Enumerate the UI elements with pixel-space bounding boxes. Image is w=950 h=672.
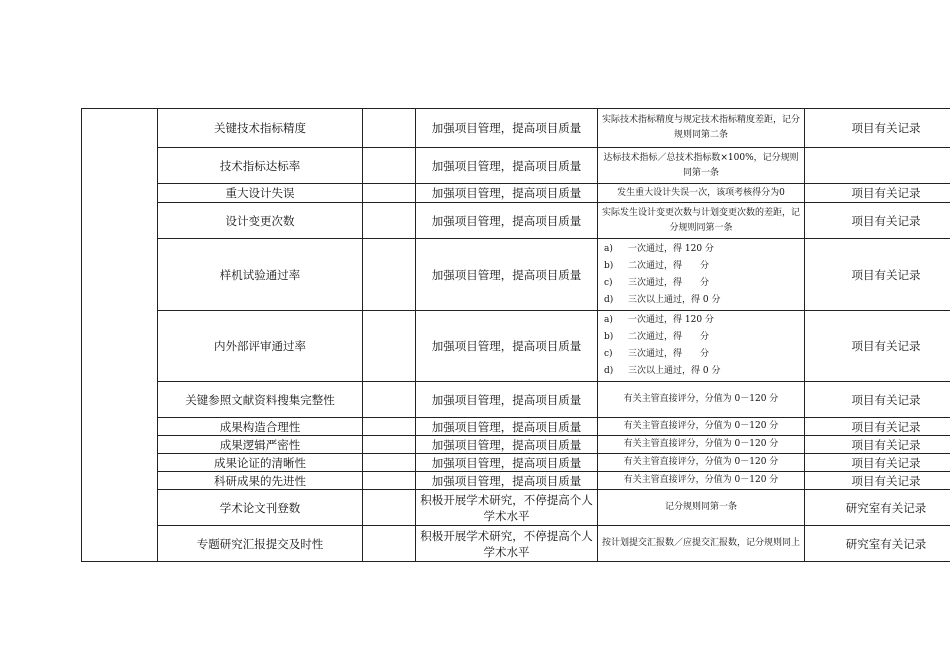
measure-cell: 加强项目管理，提高项目质量 <box>416 454 598 472</box>
step-text: 三次通过，得 分 <box>628 277 710 288</box>
record-cell: 项目有关记录 <box>805 382 950 418</box>
step-label: a) <box>604 243 613 254</box>
category-cell <box>82 109 158 562</box>
step-label: c) <box>604 277 613 288</box>
measure-cell: 加强项目管理，提高项目质量 <box>416 436 598 454</box>
record-cell <box>805 148 950 184</box>
step-text: 一次通过，得 120 分 <box>628 315 714 325</box>
table-row <box>82 382 950 418</box>
measure-cell: 加强项目管理，提高项目质量 <box>416 311 598 382</box>
step-label: d) <box>604 366 614 376</box>
step-label: b) <box>604 260 614 271</box>
method-cell: 记分规则同第一条 <box>598 490 805 526</box>
method-cell: 有关主管直接评分，分值为 0－120 分 <box>598 472 805 490</box>
weight-cell <box>363 418 416 436</box>
record-cell: 项目有关记录 <box>805 239 950 311</box>
indicator-cell: 技术指标达标率 <box>158 148 363 184</box>
indicator-cell: 专题研究汇报提交及时性 <box>158 526 363 562</box>
table-row <box>82 418 950 436</box>
indicator-cell: 成果逻辑严密性 <box>158 436 363 454</box>
measure-cell: 加强项目管理，提高项目质量 <box>416 203 598 239</box>
measure-cell: 加强项目管理，提高项目质量 <box>416 382 598 418</box>
method-cell <box>598 311 805 382</box>
step-item <box>604 312 800 329</box>
record-cell: 项目有关记录 <box>805 311 950 382</box>
record-cell: 项目有关记录 <box>805 184 950 203</box>
indicator-cell: 学术论文刊登数 <box>158 490 363 526</box>
record-cell: 项目有关记录 <box>805 418 950 436</box>
measure-cell: 加强项目管理，提高项目质量 <box>416 109 598 148</box>
measure-cell: 加强项目管理，提高项目质量 <box>416 239 598 311</box>
step-item <box>604 241 800 258</box>
weight-cell <box>363 526 416 562</box>
record-cell: 项目有关记录 <box>805 454 950 472</box>
step-text: 三次以上通过，得 0 分 <box>628 294 721 305</box>
step-label: c) <box>604 349 613 359</box>
step-label: d) <box>604 294 614 305</box>
table-row <box>82 311 950 382</box>
step-item <box>604 329 800 346</box>
table-row <box>82 239 950 311</box>
record-cell: 研究室有关记录 <box>805 526 950 562</box>
indicator-cell: 重大设计失误 <box>158 184 363 203</box>
step-item <box>604 363 800 380</box>
kpi-table <box>81 108 950 562</box>
measure-cell: 加强项目管理，提高项目质量 <box>416 472 598 490</box>
step-item <box>604 292 800 309</box>
step-item <box>604 258 800 275</box>
indicator-cell: 内外部评审通过率 <box>158 311 363 382</box>
step-text: 三次以上通过，得 0 分 <box>628 366 721 376</box>
step-text: 三次通过，得 分 <box>628 349 710 359</box>
indicator-cell: 设计变更次数 <box>158 203 363 239</box>
method-cell: 按计划提交汇报数／应提交汇报数，记分规则同上 <box>598 526 805 562</box>
method-cell: 达标技术指标／总技术指标数×100%，记分规则同第一条 <box>598 148 805 184</box>
weight-cell <box>363 436 416 454</box>
weight-cell <box>363 109 416 148</box>
weight-cell <box>363 311 416 382</box>
measure-cell: 加强项目管理，提高项目质量 <box>416 418 598 436</box>
method-cell: 有关主管直接评分，分值为 0－120 分 <box>598 454 805 472</box>
table-row <box>82 109 950 148</box>
method-cell: 有关主管直接评分，分值为 0－120 分 <box>598 436 805 454</box>
table-row <box>82 436 950 454</box>
weight-cell <box>363 148 416 184</box>
step-item <box>604 346 800 363</box>
weight-cell <box>363 472 416 490</box>
indicator-cell: 成果构造合理性 <box>158 418 363 436</box>
method-cell: 有关主管直接评分，分值为 0－120 分 <box>598 382 805 418</box>
weight-cell <box>363 184 416 203</box>
method-cell: 实际技术指标精度与规定技术指标精度差距，记分规则同第二条 <box>598 109 805 148</box>
method-cell: 实际发生设计变更次数与计划变更次数的差距，记分规则同第一条 <box>598 203 805 239</box>
table-row <box>82 526 950 562</box>
weight-cell <box>363 239 416 311</box>
step-text: 二次通过，得 分 <box>628 260 710 271</box>
step-label: a) <box>604 315 613 325</box>
table-row <box>82 490 950 526</box>
step-text: 二次通过，得 分 <box>628 332 710 342</box>
table-row <box>82 148 950 184</box>
method-cell: 有关主管直接评分，分值为 0－120 分 <box>598 418 805 436</box>
weight-cell <box>363 454 416 472</box>
record-cell: 项目有关记录 <box>805 203 950 239</box>
method-cell <box>598 239 805 311</box>
weight-cell <box>363 203 416 239</box>
record-cell: 项目有关记录 <box>805 436 950 454</box>
step-label: b) <box>604 332 614 342</box>
table-row <box>82 454 950 472</box>
table-row <box>82 472 950 490</box>
table-row <box>82 203 950 239</box>
step-item <box>604 275 800 292</box>
indicator-cell: 成果论证的清晰性 <box>158 454 363 472</box>
measure-cell: 积极开展学术研究，不停提高个人学术水平 <box>416 490 598 526</box>
indicator-cell: 科研成果的先进性 <box>158 472 363 490</box>
indicator-cell: 关键参照文献资料搜集完整性 <box>158 382 363 418</box>
measure-cell: 积极开展学术研究，不停提高个人学术水平 <box>416 526 598 562</box>
weight-cell <box>363 490 416 526</box>
indicator-cell: 关键技术指标精度 <box>158 109 363 148</box>
table-row <box>82 184 950 203</box>
indicator-cell: 样机试验通过率 <box>158 239 363 311</box>
record-cell: 研究室有关记录 <box>805 490 950 526</box>
step-text: 一次通过，得 120 分 <box>628 243 714 254</box>
weight-cell <box>363 382 416 418</box>
measure-cell: 加强项目管理，提高项目质量 <box>416 184 598 203</box>
method-cell: 发生重大设计失误一次，该项考核得分为0 <box>598 184 805 203</box>
record-cell: 项目有关记录 <box>805 109 950 148</box>
measure-cell: 加强项目管理，提高项目质量 <box>416 148 598 184</box>
record-cell: 项目有关记录 <box>805 472 950 490</box>
